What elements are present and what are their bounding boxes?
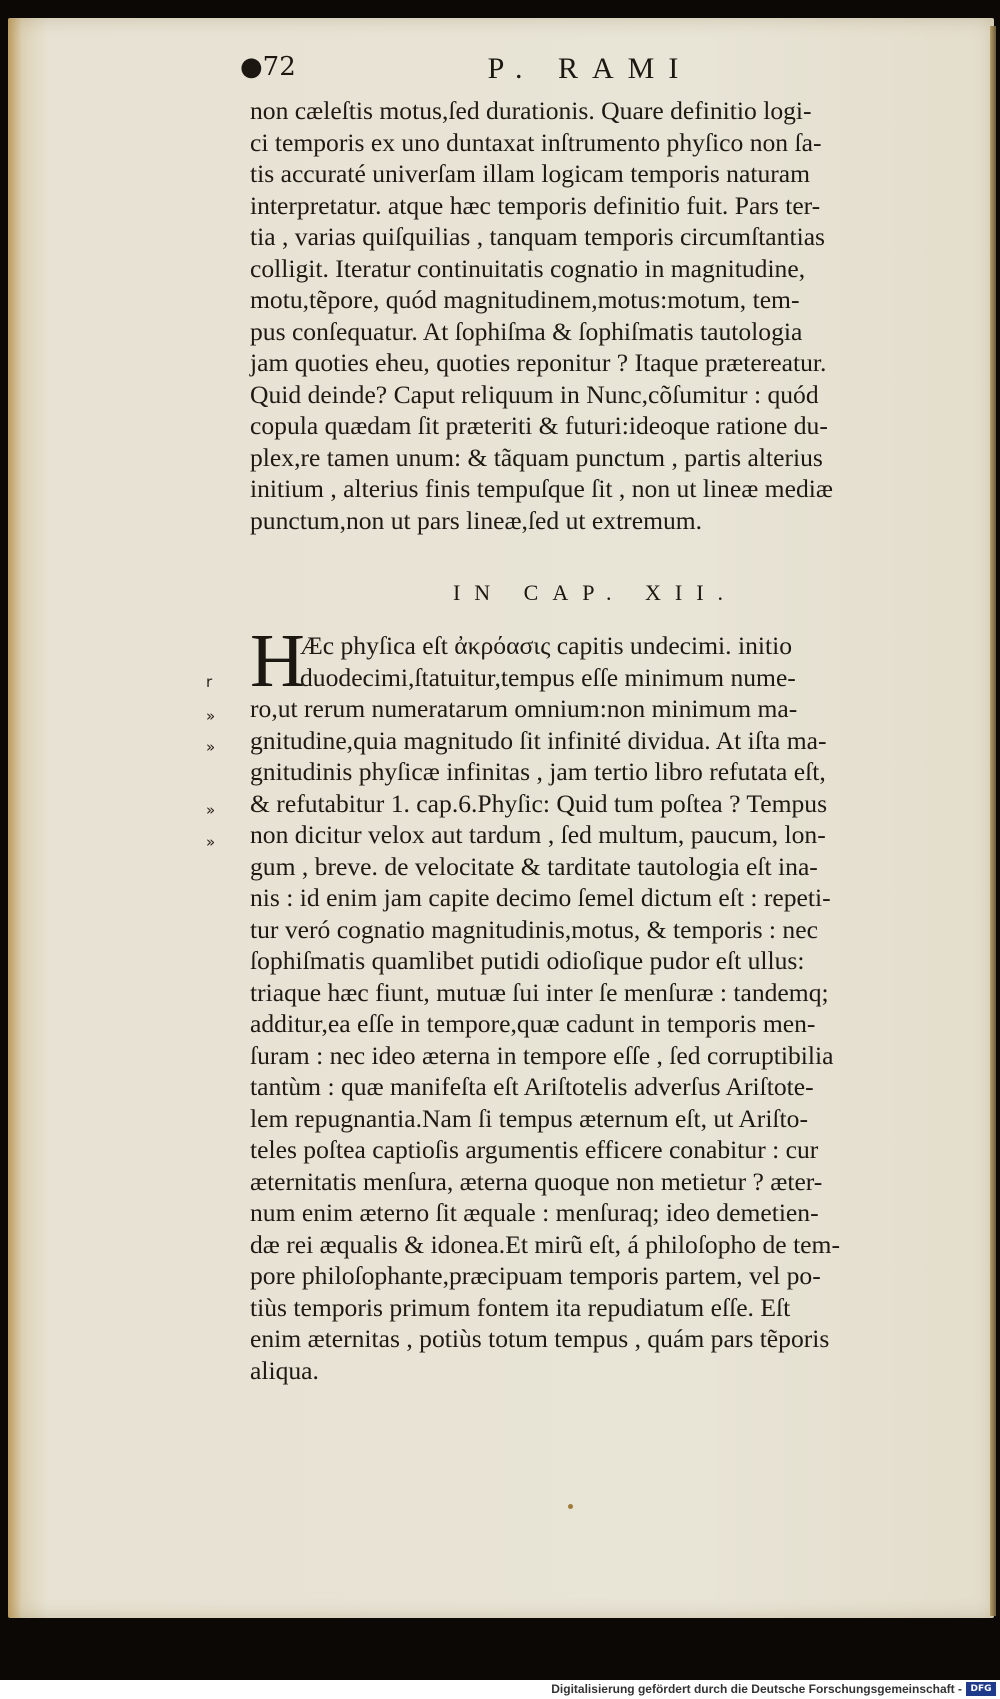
text-line: gum , breve. de velocitate & tarditate tautologia eſt ina- (250, 851, 818, 881)
page-header (240, 52, 940, 92)
text-line: ſophiſmatis quamlibet putidi odioſique pudor eſt ullus: (250, 946, 805, 975)
page-edge (990, 26, 996, 1616)
text-line: pore philoſophante,præcipuam temporis partem, vel po- (250, 1261, 821, 1290)
text-line: duodecimi,ſtatuitur,tempus eſſe minimum nume- (300, 662, 796, 692)
margin-mark: r (206, 673, 213, 691)
text-line: nis : id enim jam capite decimo ſemel dictum eſt : repeti- (250, 883, 831, 912)
text-line: gnitudinis phyſicæ infinitas , jam tertio libro refutata eſt, (250, 757, 826, 786)
text-line: lem repugnantia.Nam ſi tempus æternum eſt, ut Ariſto- (250, 1103, 808, 1133)
text-line: aliqua. (250, 1355, 319, 1385)
text-line: motu,tẽpore, quód magnitudinem,motus:motum, tem- (250, 285, 800, 314)
text-line: non dicitur velox aut tardum , ſed multum, paucum, lon- (250, 820, 826, 849)
text-line: & refutabitur 1. cap.6.Phyſic: Quid tum poſtea ? Tempus (250, 788, 828, 818)
margin-mark: » (206, 738, 216, 756)
folio-number: ●72 (240, 52, 296, 82)
text-line: Æc phyſica eſt ἀκρόασις capitis undecimi. initio (300, 631, 793, 660)
text-line: pus conſequatur. At ſophiſma & ſophiſmatis tautologia (250, 316, 803, 346)
text-line: ſuram : nec ideo æterna in tempore eſſe , ſed corruptibilia (250, 1040, 834, 1070)
text-line: tantùm : quæ manifeſta eſt Ariſtotelis adverſus Ariſtote- (250, 1072, 814, 1101)
text-line: additur,ea eſſe in tempore,quæ cadunt in temporis men- (250, 1009, 816, 1038)
text-line: Quid deinde? Caput reliquum in Nunc,cõſumitur : quód (250, 379, 819, 409)
dfg-logo: DFG (966, 1682, 996, 1696)
margin-mark: » (206, 706, 216, 725)
text-line: ci temporis ex uno duntaxat inſtrumento phyſico non ſa- (250, 127, 822, 157)
running-head: P. RAMI (487, 52, 693, 85)
text-line: initium , alterius finis tempuſque ſit , non ut lineæ mediæ (250, 474, 833, 503)
digitization-credit: Digitalisierung gefördert durch die Deutsche Forschungsgemeinschaft - (551, 1682, 962, 1696)
text-line: copula quædam ſit præteriti & futuri:ideoque ratione du- (250, 411, 828, 440)
text-line: tur veró cognatio magnitudinis,motus, & temporis : nec (250, 914, 818, 944)
text-line: æternitatis menſura, æterna quoque non metietur ? æter- (250, 1166, 823, 1196)
text-block-continued (250, 95, 940, 536)
text-line: tis accuraté univerſam illam logicam temporis naturam (250, 159, 811, 188)
text-line: tia , varias quiſquilias , tanquam temporis circumſtantias (250, 222, 826, 251)
text-line: jam quoties eheu, quoties reponitur ? Itaque prætereatur. (250, 348, 827, 377)
margin-mark: » (206, 832, 216, 851)
text-line: ro,ut rerum numeratarum omnium:non minimum ma- (250, 694, 798, 723)
drop-capital: H (250, 619, 305, 703)
text-line: num enim æterno ſit æquale : menſuraq; ideo demetien- (250, 1198, 819, 1227)
text-line: tiùs temporis primum fontem ita repudiatum eſſe. Eſt (250, 1292, 791, 1322)
text-line: teles poſtea captioſis argumentis efficere conabitur : cur (250, 1135, 819, 1164)
chapter-heading: IN CAP. XII. (452, 580, 738, 605)
text-line: plex,re tamen unum: & tãquam punctum , partis alterius (250, 442, 823, 472)
text-line: non cæleſtis motus,ſed durationis. Quare definitio logi- (250, 96, 812, 125)
text-line: enim æternitas , potiùs totum tempus , quám pars tẽporis (250, 1324, 830, 1353)
text-line: colligit. Iteratur continuitatis cognatio in magnitudine, (250, 253, 806, 283)
text-line: punctum,non ut pars lineæ,ſed ut extremum. (250, 505, 703, 535)
text-line: triaque hæc fiunt, mutuæ ſui inter ſe menſuræ : tandemq; (250, 977, 829, 1007)
text-line: gnitudine,quia magnitudo ſit infinité dividua. At iſta ma- (250, 725, 827, 755)
text-block-chapter (250, 619, 940, 1386)
ink-spot (568, 1504, 573, 1509)
text-line: dæ rei æqualis & idonea.Et mirũ eſt, á philoſopho de tem- (250, 1229, 840, 1259)
text-line: interpretatur. atque hæc temporis definitio fuit. Pars ter- (250, 190, 821, 220)
margin-mark: » (206, 801, 216, 819)
